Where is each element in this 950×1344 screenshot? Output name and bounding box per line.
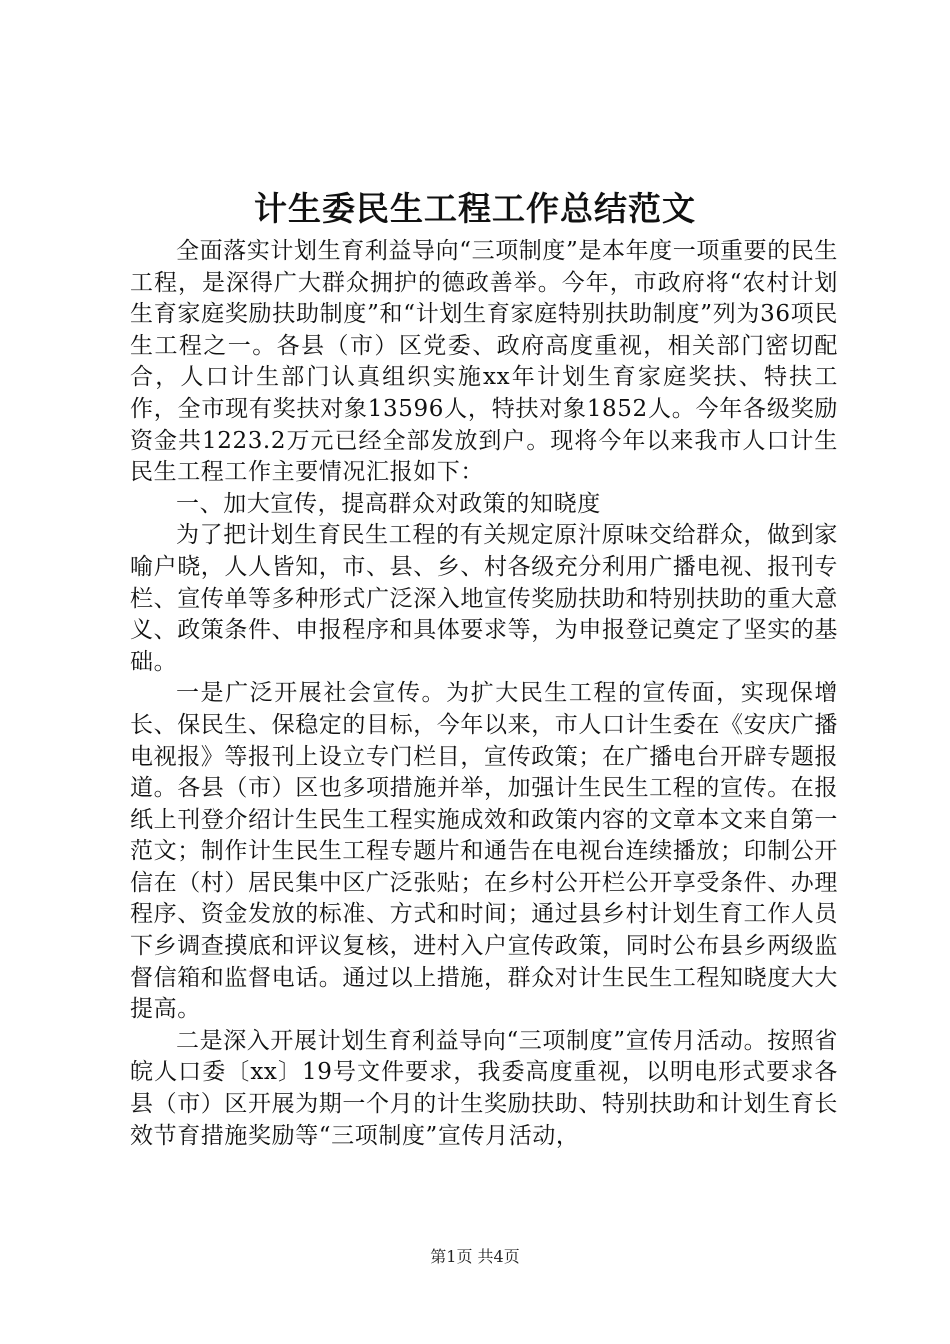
page-number-footer: 第1页 共4页 [430,1247,520,1266]
document-title: 计生委民生工程工作总结范文 [254,189,696,228]
paragraph-point-1: 一是广泛开展社会宣传。为扩大民生工程的宣传面，实现保增长、保民生、保稳定的目标，今年以来，市人口计生委在《安庆广播电视报》等报刊上设立专门栏目，宣传政策；在广播电台开辟专题报道。各县（市）区也多项措施并举，加强计生民生工程的宣传。在报纸上刊登介绍计生民生工程实施成效和政策内容的文章本文来自第一范文；制作计生民生工程专题片和通告在电视台连续播放；印制公开信在（村）居民集中区广泛张贴；在乡村公开栏公开享受条件、办理程序、资金发放的标准、方式和时间；通过县乡村计划生育工作人员下乡调查摸底和评议复核，进村入户宣传政策，同时公布县乡两级监督信箱和监督电话。通过以上措施，群众对计生民生工程知晓度大大提高。 [130,680,838,1023]
paragraph-point-2: 二是深入开展计划生育利益导向“三项制度”宣传月活动。按照省皖人口委〔xx〕19号文件要求，我委高度重视，以明电形式要求各县（市）区开展为期一个月的计生奖励扶助、特别扶助和计划生育长效节育措施奖励等“三项制度”宣传月活动， [130,1027,838,1149]
document-body [130,236,838,1152]
paragraph-intro: 全面落实计划生育利益导向“三项制度”是本年度一项重要的民生工程，是深得广大群众拥护的德政善举。今年，市政府将“农村计划生育家庭奖励扶助制度”和“计划生育家庭特别扶助制度”列为36项民生工程之一。各县（市）区党委、政府高度重视，相关部门密切配合，人口计生部门认真组织实施xx年计划生育家庭奖扶、特扶工作，全市现有奖扶对象13596人，特扶对象1852人。今年各级奖励资金共1223.2万元已经全部发放到户。现将今年以来我市人口计生民生工程工作主要情况汇报如下： [130,238,838,486]
paragraph-section-1: 为了把计划生育民生工程的有关规定原汁原味交给群众，做到家喻户晓，人人皆知，市、县、乡、村各级充分利用广播电视、报刊专栏、宣传单等多种形式广泛深入地宣传奖励扶助和特别扶助的重大意义、政策条件、申报程序和具体要求等，为申报登记奠定了坚实的基础。 [130,522,838,675]
section-heading-1: 一、加大宣传，提高群众对政策的知晓度 [176,490,601,517]
